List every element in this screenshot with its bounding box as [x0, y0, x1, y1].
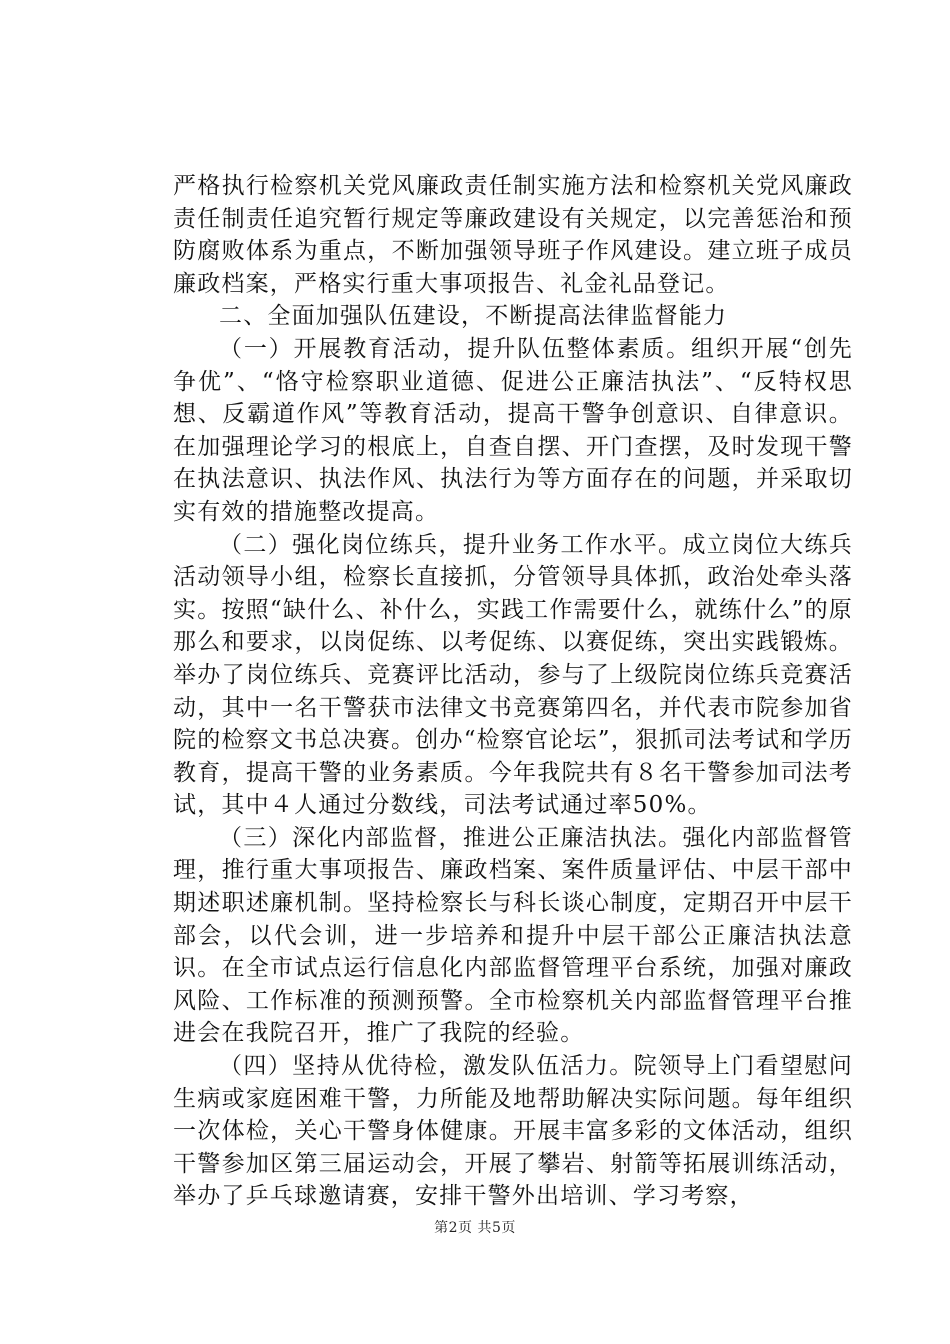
paragraph-welfare: （四）坚持从优待检，激发队伍活力。院领导上门看望慰问生病或家庭困难干警，力所能及地帮助解决实际问题。每年组织一次体检，关心干警身体健康。开展丰富多彩的文体活动，组织干警参加区第三届运动会，开展了攀岩、射箭等拓展训练活动，举办了乒乓球邀请赛，安排干警外出培训、学习考察， — [173, 1053, 853, 1210]
paragraph-continuation: 严格执行检察机关党风廉政责任制实施方法和检察机关党风廉政责任制责任追究暂行规定等廉政建设有关规定，以完善惩治和预防腐败体系为重点，不断加强领导班子作风建设。建立班子成员廉政档案，严格实行重大事项报告、礼金礼品登记。 — [173, 173, 853, 297]
document-body — [173, 170, 853, 1213]
paragraph-education: （一）开展教育活动，提升队伍整体素质。组织开展“创先争优”、“恪守检察职业道德、促进公正廉洁执法”、“反特权思想、反霸道作风”等教育活动，提高干警争创意识、自律意识。在加强理论学习的根底上，自查自摆、开门查摆，及时发现干警在执法意识、执法作风、执法行为等方面存在的问题，并采取切实有效的措施整改提高。 — [173, 335, 853, 525]
page-number-footer: 第2页 共5页 — [434, 1220, 516, 1236]
section-heading: 二、全面加强队伍建设，不断提高法律监督能力 — [219, 303, 728, 330]
paragraph-training: （二）强化岗位练兵，提升业务工作水平。成立岗位大练兵活动领导小组，检察长直接抓，分管领导具体抓，政治处牵头落实。按照“缺什么、补什么，实践工作需要什么，就练什么”的原那么和要求，以岗促练、以考促练、以赛促练，突出实践锻炼。举办了岗位练兵、竞赛评比活动，参与了上级院岗位练兵竞赛活动，其中一名干警获市法律文书竞赛第四名，并代表市院参加省院的检察文书总决赛。创办“检察官论坛”，狠抓司法考试和学历教育，提高干警的业务素质。今年我院共有８名干警参加司法考试，其中４人通过分数线，司法考试通过率50%。 — [173, 531, 853, 819]
paragraph-supervision: （三）深化内部监督，推进公正廉洁执法。强化内部监督管理，推行重大事项报告、廉政档案、案件质量评估、中层干部中期述职述廉机制。坚持检察长与科长谈心制度，定期召开中层干部会，以代会训，进一步培养和提升中层干部公正廉洁执法意识。在全市试点运行信息化内部监督管理平台系统，加强对廉政风险、工作标准的预测预警。全市检察机关内部监督管理平台推进会在我院召开，推广了我院的经验。 — [173, 824, 853, 1047]
